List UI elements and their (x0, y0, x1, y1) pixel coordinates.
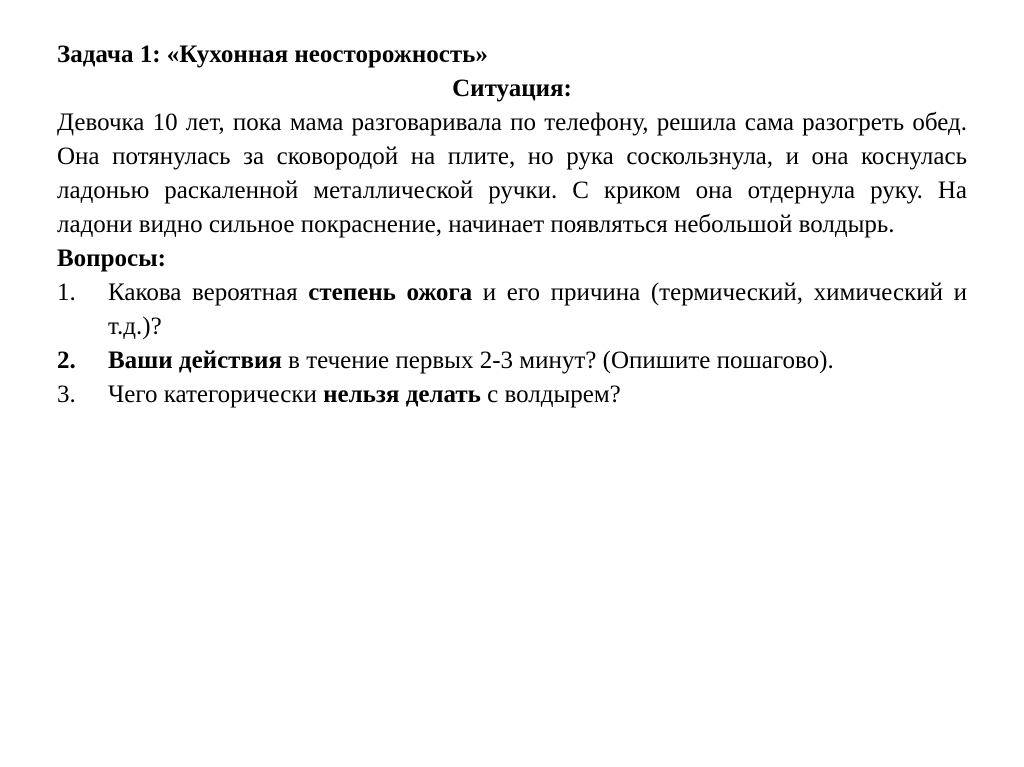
question-item-1 (57, 276, 967, 344)
question-text (108, 344, 967, 378)
situation-heading: Ситуация: (452, 75, 572, 102)
task-title: Задача 1: «Кухонная неосторожность» (57, 41, 488, 68)
question-text-part: с волдырем? (480, 381, 621, 408)
task-slide (57, 38, 967, 412)
question-text-part: и его причина (термический, химический и т.д.)? (108, 279, 967, 340)
question-text-part: Чего категорически (108, 381, 324, 408)
question-number: 1. (57, 279, 76, 306)
question-text-part: Какова вероятная (108, 279, 309, 306)
question-number: 3. (57, 381, 76, 408)
situation-text: Девочка 10 лет, пока мама разговаривала по телефону, решила сама разогреть обед. Она потянулась за сковородой на плите, но рука соскользнула, и она коснулась ладонью раскаленной металлической ручки. С криком она отдернула руку. На ладони видно сильное покраснение, начинает появляться небольшой волдырь. (57, 109, 967, 238)
question-text (108, 378, 967, 412)
question-item-2 (57, 344, 967, 378)
questions-list (57, 276, 967, 412)
question-emphasis: степень ожога (308, 279, 473, 306)
question-number: 2. (57, 347, 76, 374)
question-text (108, 276, 967, 344)
question-item-3 (57, 378, 967, 412)
question-emphasis: нельзя делать (323, 381, 481, 408)
question-emphasis: Ваши действия (108, 347, 282, 374)
questions-heading: Вопросы: (57, 245, 166, 272)
question-text-part: в течение первых 2-3 минут? (Опишите пошагово). (281, 347, 834, 374)
